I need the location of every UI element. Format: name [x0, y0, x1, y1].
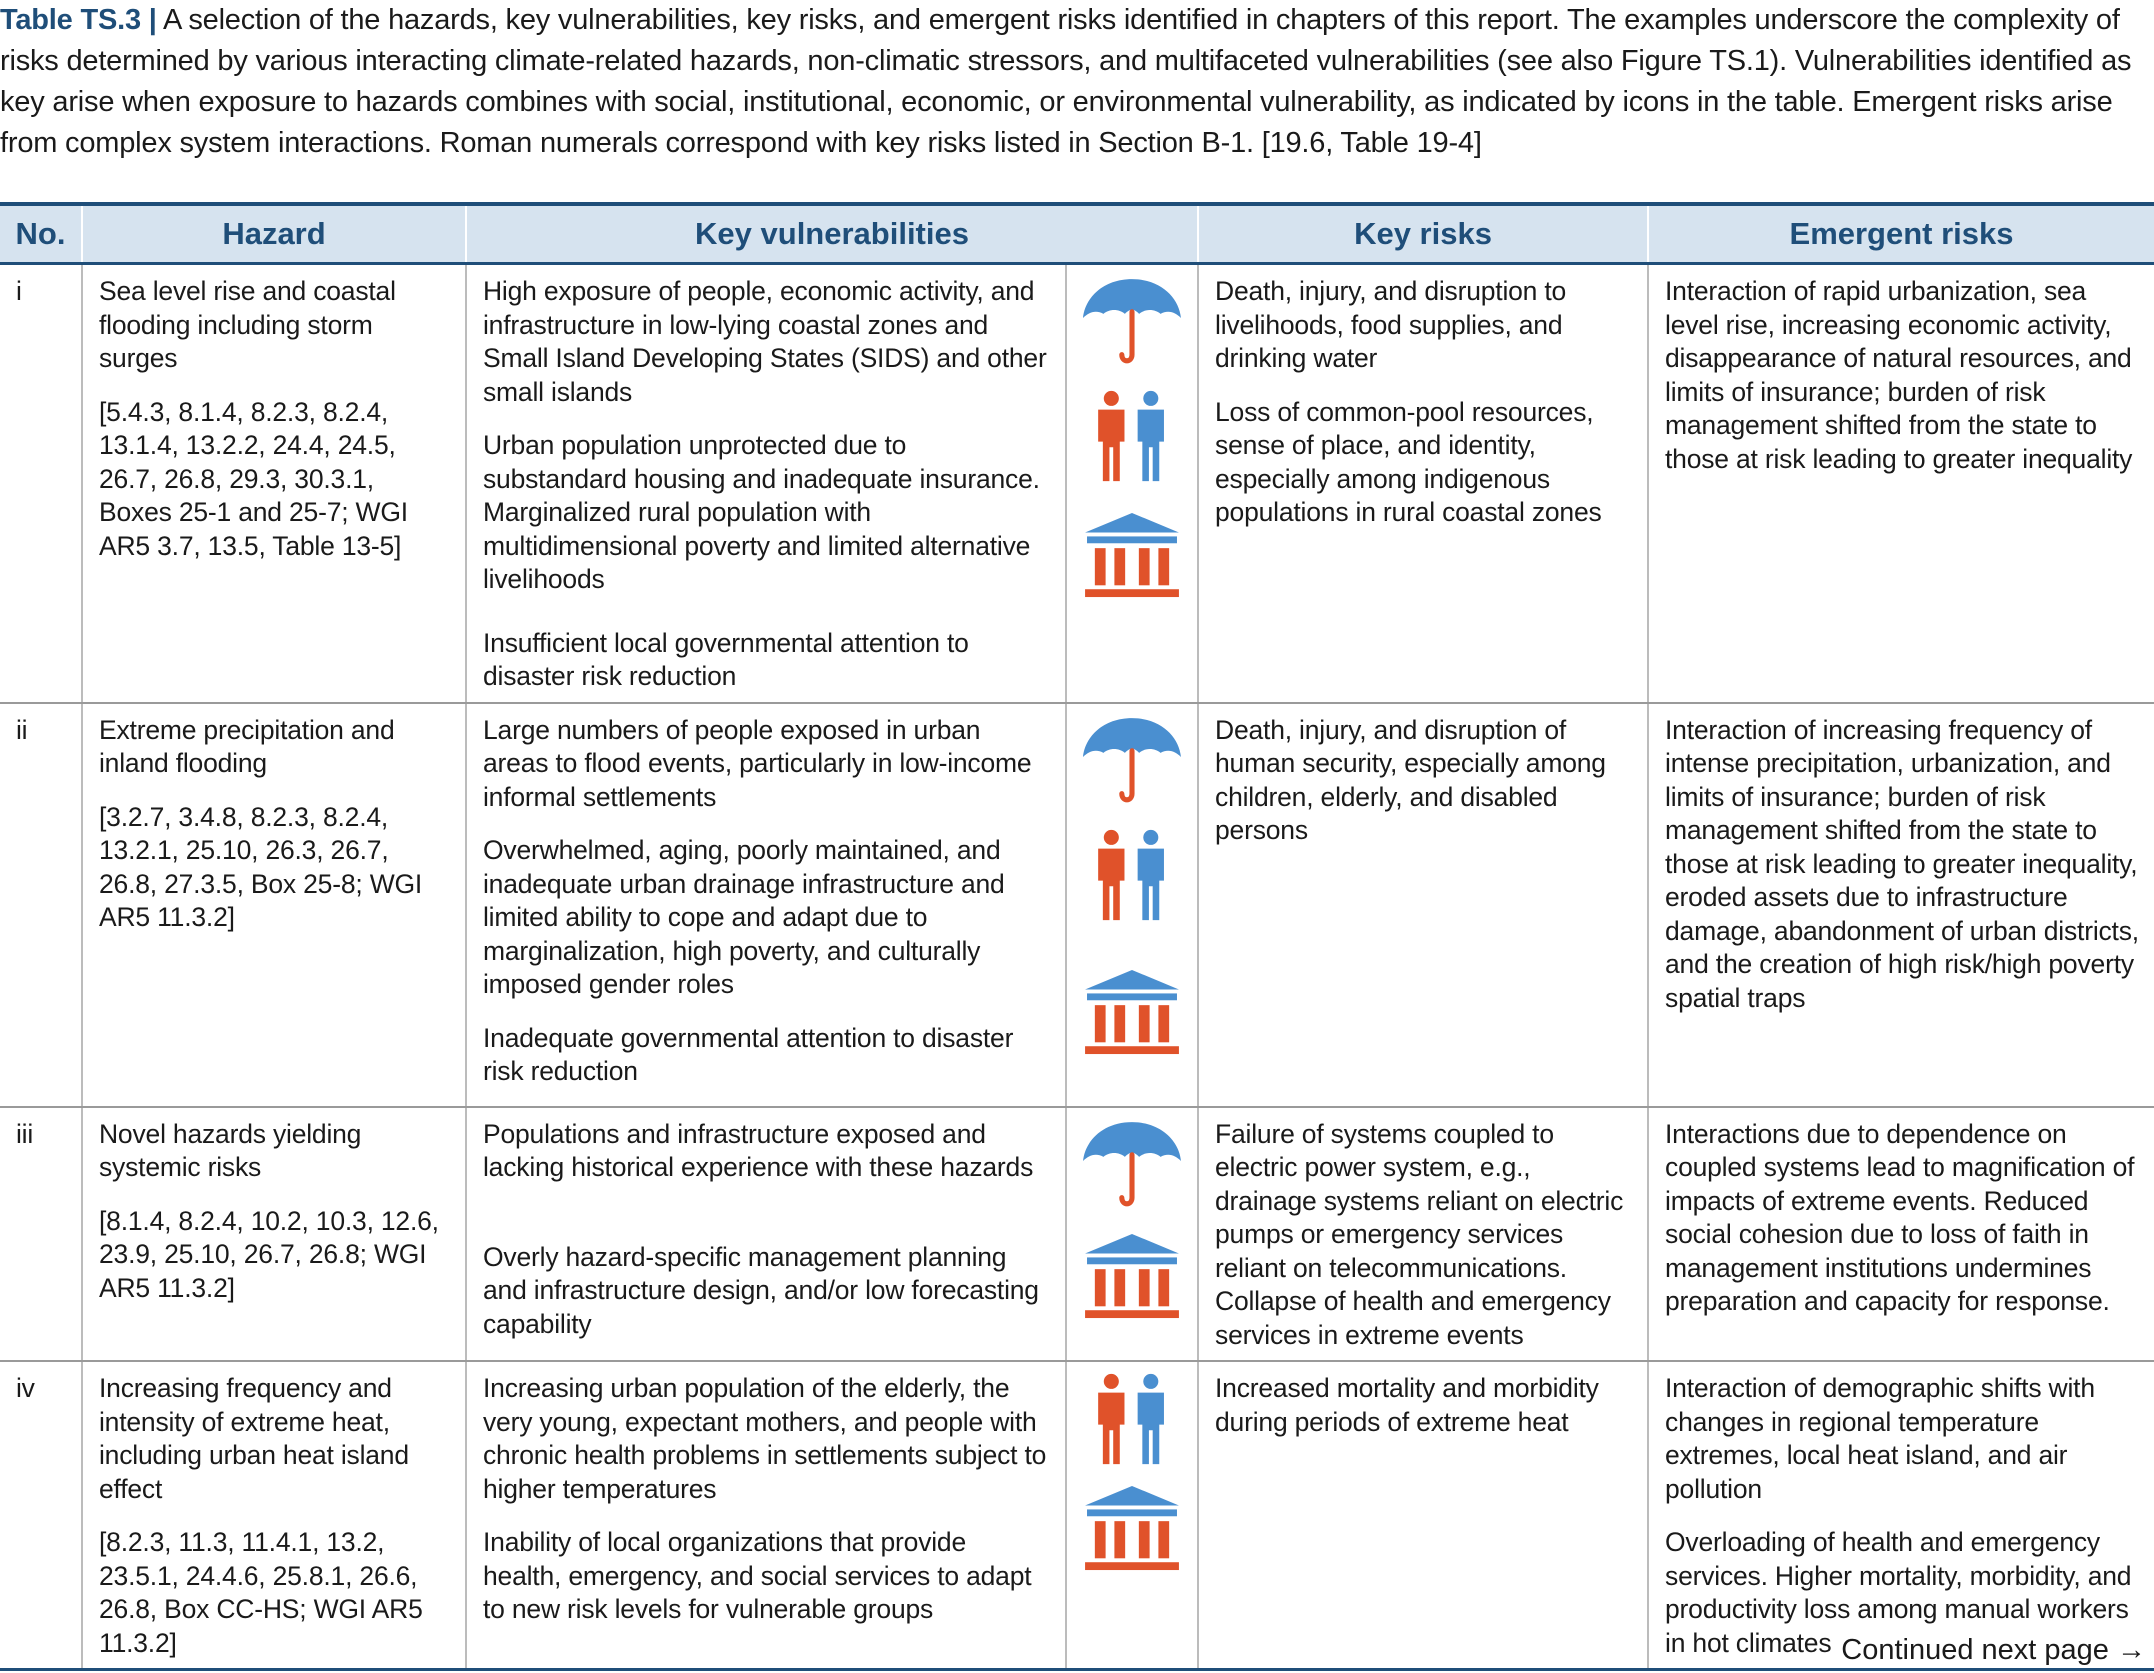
header-row [0, 204, 2154, 264]
key-risks-cell [1198, 1107, 1648, 1362]
emergent-risks-cell [1648, 1107, 2154, 1362]
vulnerability-item: Overly hazard-specific management planning and infrastructure design, and/or low forecasting capability [483, 1241, 1039, 1339]
continued-next-page [1841, 1634, 2146, 1667]
vulnerability-item: Overwhelmed, aging, poorly maintained, and inadequate urban drainage infrastructure and limited ability to cope and adapt due to marginalization, high poverty, and culturally imposed gender roles [483, 835, 1005, 999]
header-hazard: Hazard [82, 204, 466, 264]
key-risk-item: Failure of systems coupled to electric power system, e.g., drainage systems reliant on electric pumps or emergency services reliant on telecommunications. Collapse of health and emergency services in extreme events [1215, 1118, 1624, 1350]
vulnerability-item: Increasing urban population of the elderly, the very young, expectant mothers, and people with chronic health problems in settlements subject to higher temperatures [483, 1373, 1047, 1504]
hazard-cell [82, 1107, 466, 1362]
continued-text: Continued next page [1841, 1634, 2109, 1666]
key-risk-item: Increased mortality and morbidity during periods of extreme heat [1215, 1373, 1599, 1437]
emergent-risks-cell [1648, 703, 2154, 1107]
caption-separator: | [148, 4, 157, 36]
key-risks-cell [1198, 1361, 1648, 1670]
vulnerabilities-cell [466, 1107, 1066, 1362]
emergent-risks-cell [1648, 1361, 2154, 1670]
vulnerability-item: Large numbers of people exposed in urban areas to flood events, particularly in low-income informal settlements [483, 714, 1032, 812]
people-icon [1085, 828, 1179, 922]
vulnerability-icons [1066, 703, 1198, 1107]
umbrella-icon [1081, 714, 1183, 806]
row-number: ii [0, 703, 82, 1107]
key-risks-cell [1198, 703, 1648, 1107]
hazard-refs: [5.4.3, 8.1.4, 8.2.3, 8.2.4, 13.1.4, 13.2.2, 24.4, 24.5, 26.7, 26.8, 29.3, 30.3.1, Boxes 25-1 and 25-7; WGI AR5 3.7, 13.5, Table 13-5] [99, 396, 408, 561]
hazard-refs: [3.2.7, 3.4.8, 8.2.3, 8.2.4, 13.2.1, 25.10, 26.3, 26.7, 26.8, 27.3.5, Box 25-8; WGI AR5 11.3.2] [99, 801, 423, 932]
vulnerability-item: Urban population unprotected due to substandard housing and inadequate insurance. Marginalized rural population with multidimensional poverty and limited alternative livelihoods [483, 430, 1040, 594]
header-vulnerabilities: Key vulnerabilities [466, 204, 1198, 264]
vulnerability-icons [1066, 1361, 1198, 1670]
emergent-risk-item: Interaction of increasing frequency of intense precipitation, urbanization, and limits of insurance; burden of risk management shifted from the state to those at risk leading to greater inequality, eroded assets due to infrastructure damage, abandonment of urban districts, and the creation of high risk/high poverty spatial traps [1665, 714, 2139, 1013]
hazard-text: Increasing frequency and intensity of extreme heat, including urban heat island effect [99, 1373, 409, 1504]
key-risks-cell [1198, 264, 1648, 703]
institution-icon [1083, 511, 1181, 599]
vulnerability-icons [1066, 264, 1198, 703]
hazard-refs: [8.2.3, 11.3, 11.4.1, 13.2, 23.5.1, 24.4.6, 25.8.1, 26.6, 26.8, Box CC-HS; WGI AR5 11.3.2] [99, 1527, 423, 1658]
vulnerabilities-cell [466, 1361, 1066, 1670]
people-icon [1085, 389, 1179, 483]
umbrella-icon [1081, 275, 1183, 367]
people-icon [1085, 1372, 1179, 1466]
vulnerability-item: Inadequate governmental attention to disaster risk reduction [483, 1022, 1014, 1086]
row-number: i [0, 264, 82, 703]
key-risk-item: Death, injury, and disruption to livelihoods, food supplies, and drinking water [1215, 276, 1567, 373]
row-number: iii [0, 1107, 82, 1362]
arrow-right-icon: → [2117, 1634, 2146, 1666]
hazard-cell [82, 1361, 466, 1670]
hazard-refs: [8.1.4, 8.2.4, 10.2, 10.3, 12.6, 23.9, 25.10, 26.7, 26.8; WGI AR5 11.3.2] [99, 1205, 439, 1303]
vulnerability-item: Populations and infrastructure exposed and lacking historical experience with these hazards [483, 1118, 1034, 1182]
table-caption [0, 0, 2150, 164]
hazard-cell [82, 264, 466, 703]
table-row [0, 1107, 2154, 1362]
risk-table [0, 202, 2154, 1671]
hazard-text: Extreme precipitation and inland flooding [99, 714, 395, 778]
vulnerabilities-cell [466, 264, 1066, 703]
vulnerabilities-cell [466, 703, 1066, 1107]
table-label: Table TS.3 [0, 4, 141, 36]
hazard-text: Sea level rise and coastal flooding including storm surges [99, 276, 396, 373]
institution-icon [1083, 1484, 1181, 1572]
row-number: iv [0, 1361, 82, 1670]
emergent-risk-item: Interaction of demographic shifts with changes in regional temperature extremes, local heat island, and air pollution [1665, 1373, 2095, 1504]
key-risk-item: Loss of common-pool resources, sense of place, and identity, especially among indigenous populations in rural coastal zones [1215, 396, 1602, 527]
emergent-risk-item: Interaction of rapid urbanization, sea level rise, increasing economic activity, disappearance of natural resources, and limits of insurance; burden of risk management shifted from the state to those at risk leading to greater inequality [1665, 276, 2133, 474]
caption-text: A selection of the hazards, key vulnerabilities, key risks, and emergent risks identified in chapters of this report. The examples underscore the complexity of risks determined by various interacting climate-related hazards, non-climatic stressors, and multifaceted vulnerabilities (see also Figure TS.1). Vulnerabilities identified as key arise when exposure to hazards combines with social, institutional, economic, or environmental vulnerability, as indicated by icons in the table. Emergent risks arise from complex system interactions. Roman numerals correspond with key risks listed in Section B-1. [19.6, Table 19-4] [0, 4, 2132, 159]
emergent-risk-item: Overloading of health and emergency services. Higher mortality, morbidity, and productivity loss among manual workers in hot climates [1665, 1527, 2132, 1658]
institution-icon [1083, 1232, 1181, 1320]
umbrella-icon [1081, 1118, 1183, 1210]
header-emergent-risks: Emergent risks [1648, 204, 2154, 264]
table-row [0, 703, 2154, 1107]
vulnerability-item: High exposure of people, economic activity, and infrastructure in low-lying coastal zones and Small Island Developing States (SIDS) and other small islands [483, 276, 1047, 407]
emergent-risk-item: Interactions due to dependence on coupled systems lead to magnification of impacts of extreme events. Reduced social cohesion due to loss of faith in management institutions undermines preparation and capacity for response. [1665, 1118, 2135, 1316]
table-row [0, 264, 2154, 703]
vulnerability-icons [1066, 1107, 1198, 1362]
key-risk-item: Death, injury, and disruption of human security, especially among children, elderly, and disabled persons [1215, 714, 1606, 845]
institution-icon [1083, 968, 1181, 1056]
table-row [0, 1361, 2154, 1670]
header-no: No. [0, 204, 82, 264]
vulnerability-item: Insufficient local governmental attention to disaster risk reduction [483, 627, 969, 691]
vulnerability-item: Inability of local organizations that provide health, emergency, and social services to adapt to new risk levels for vulnerable groups [483, 1527, 1032, 1624]
hazard-text: Novel hazards yielding systemic risks [99, 1118, 362, 1182]
hazard-cell [82, 703, 466, 1107]
emergent-risks-cell [1648, 264, 2154, 703]
header-key-risks: Key risks [1198, 204, 1648, 264]
